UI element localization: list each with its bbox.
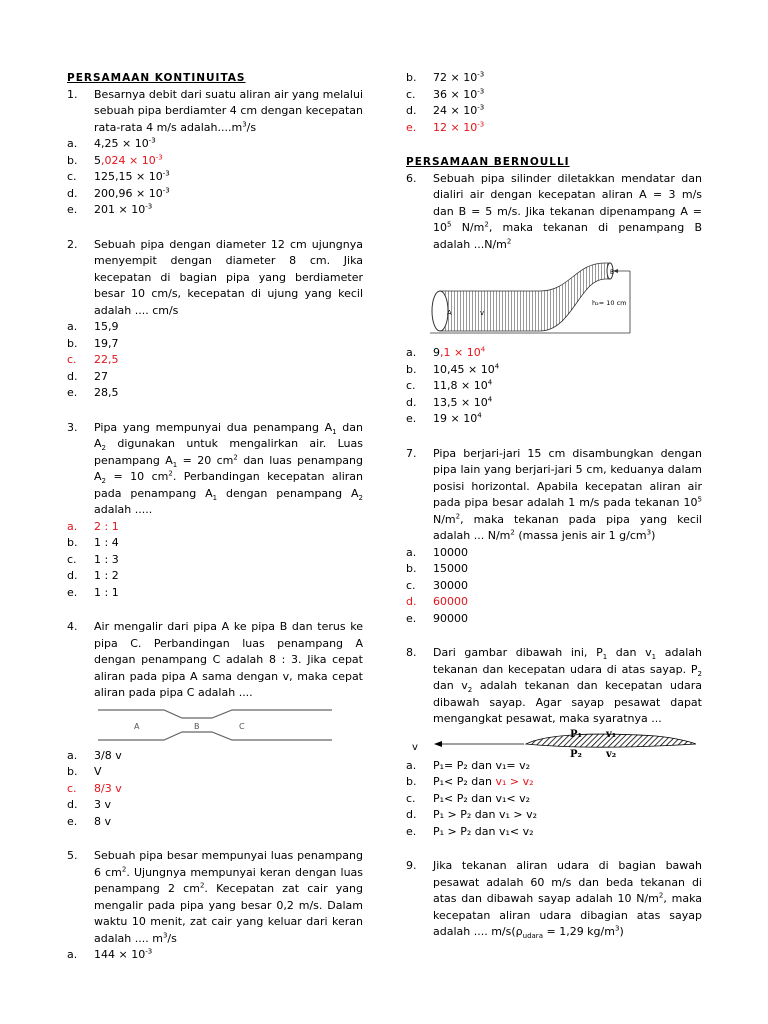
question-number: 8. <box>406 646 417 659</box>
label-a: A <box>134 721 140 731</box>
option-d[interactable]: d. P₁ > P₂ dan v₁ > v₂ <box>406 808 538 821</box>
option-a[interactable]: a. 2 : 1 <box>67 519 119 533</box>
question-text: Sebuah pipa dengan diameter 12 cm ujungnya menyempit dengan diameter 8 cm. Jika kecepatan di bagian pipa yang berdiameter besar 10 cm/s, kecepatan di ujung yang kecil adalah .... cm/s <box>94 237 363 317</box>
question-number: 2. <box>67 237 78 251</box>
question-number: 3. <box>67 420 78 434</box>
label-v: v <box>412 741 418 753</box>
option-c[interactable]: c. 8/3 v <box>67 781 122 795</box>
question-text: Pipa yang mempunyai dua penampang $A_1$ dan $A_2$ digunakan untuk mengalirkan air. Luas penampang $A_1 = 20$ $cm^2$ dan luas penampang $A_2 = 10$ $cm^2$. Perbandingan kecepatan aliran pada penampang $A_1$ dengan penampang $A_2$ adalah ..... <box>94 420 363 516</box>
option-d[interactable]: d. $24 \times 10^{-3}$ <box>406 103 485 117</box>
option-d[interactable]: d. 1 : 2 <box>67 569 119 582</box>
option-b[interactable]: b. $5,024 \times 10^{-3}$ <box>67 152 163 167</box>
label-v2: v₂ <box>606 748 617 758</box>
options-q3 <box>67 519 363 602</box>
question-text: Dari gambar dibawah ini, $P_1$ dan $v_1$ adalah tekanan dan kecepatan udara di atas sayap. $P_2$ dan $v_2$ adalah tekanan dan kecepatan udara dibawah sayap. Agar sayap pesawat dapat mengangkat pesawat, maka syaratnya ... <box>433 646 702 725</box>
option-e[interactable]: e. 8 v <box>67 814 112 828</box>
question-text: Air mengalir dari pipa A ke pipa B dan terus ke pipa C. Perbandingan luas penampang A dengan penampang C adalah 8 : 3. Jika cepat aliran pada pipa A sama dengan v, maka cepat aliran pada pipa C adalah .... <box>94 620 363 699</box>
label-v1: v₁ <box>606 728 617 740</box>
option-b[interactable]: b. V <box>67 765 102 778</box>
option-b[interactable]: b. 15000 <box>406 562 468 575</box>
options-q6 <box>406 345 702 428</box>
question-number: 6. <box>406 171 417 185</box>
option-a[interactable]: a. $9,1 \times 10^4$ <box>406 345 486 359</box>
option-c[interactable]: c. $11,8 \times 10^4$ <box>406 378 493 392</box>
option-c[interactable]: c. 30000 <box>406 578 468 592</box>
label-p2: P₂ <box>570 748 582 758</box>
option-e[interactable]: e. P₁ > P₂ dan v₁< v₂ <box>406 824 534 838</box>
label-c: C <box>239 721 245 731</box>
question-number: 7. <box>406 446 417 460</box>
label-b: B <box>194 721 200 731</box>
options-q8 <box>406 758 702 841</box>
option-e[interactable]: e. 1 : 1 <box>67 585 119 599</box>
question-5 <box>67 848 363 947</box>
question-4 <box>67 619 363 702</box>
options-q7 <box>406 545 702 628</box>
label-h: h₂= 10 cm <box>592 299 627 307</box>
option-b[interactable]: b. $10,45 \times 10^4$ <box>406 361 500 376</box>
option-c[interactable]: c. $125,15 \times 10^{-3}$ <box>67 169 170 183</box>
option-a[interactable]: a. P₁= P₂ dan v₁= v₂ <box>406 758 531 772</box>
option-d[interactable]: d. $13,5 \times 10^4$ <box>406 394 493 409</box>
section-heading-kontinuitas: PERSAMAAN KONTINUITAS <box>67 72 246 84</box>
question-9 <box>406 858 702 941</box>
option-c[interactable]: c. 22,5 <box>67 353 119 366</box>
options-q4 <box>67 748 363 831</box>
option-e[interactable]: e. 28,5 <box>67 386 119 399</box>
option-c[interactable]: c. 1 : 3 <box>67 552 119 566</box>
option-d[interactable]: d. 3 v <box>67 798 112 811</box>
question-text: Sebuah pipa silinder diletakkan mendatar dan dialiri air dengan kecepatan aliran A = 3 m/s dan B = 5 m/s. Jika tekanan dipenampang $A = 10^5$ $N/m^2$, maka tekanan di penampang B adalah $...N/m^2$ <box>433 171 702 251</box>
option-b[interactable]: b. 19,7 <box>67 336 119 350</box>
option-e[interactable]: e. $12 \times 10^{-3}$ <box>406 119 485 134</box>
label-a: A <box>447 309 452 317</box>
option-d[interactable]: d. 27 <box>67 369 108 383</box>
option-c[interactable]: c. $36 \times 10^{-3}$ <box>406 86 485 101</box>
option-b[interactable]: b. 1 : 4 <box>67 536 119 549</box>
option-b[interactable]: b. P₁< P₂ dan v₁ > v₂ <box>406 775 534 788</box>
question-6 <box>406 171 702 254</box>
label-v: v <box>480 309 485 317</box>
option-d[interactable]: d. 60000 <box>406 595 468 608</box>
question-2 <box>67 237 363 320</box>
options-q2 <box>67 319 363 402</box>
question-3 <box>67 420 363 519</box>
wing-figure <box>406 728 696 758</box>
label-p1: P₁ <box>570 728 582 740</box>
left-column <box>67 70 363 964</box>
option-a[interactable]: a. 10000 <box>406 545 468 559</box>
option-d[interactable]: d. $200,96 \times 10^{-3}$ <box>67 185 170 200</box>
question-text: Besarnya debit dari suatu aliran air yang melalui sebuah pipa berdiamter 4 cm dengan kecepatan rata-rata 4 m/s $adalah....m^3/s$ <box>94 87 363 134</box>
option-e[interactable]: e. 90000 <box>406 611 468 625</box>
question-number: 9. <box>406 859 417 872</box>
option-c[interactable]: c. P₁< P₂ dan v₁< v₂ <box>406 791 531 805</box>
question-number: 4. <box>67 620 78 633</box>
option-e[interactable]: e. $19 \times 10^4$ <box>406 411 482 425</box>
question-text: Jika tekanan aliran udara di bagian bawah pesawat adalah 60 m/s dan beda tekanan di atas dan dibawah sayap adalah 10 $N/m^2$, maka kecepatan aliran udara dibagian atas sayap adalah .... $m/s(\rho_{udara} = 1,29$ $kg/m^3$) <box>433 859 702 941</box>
section-heading-bernoulli: PERSAMAAN BERNOULLI <box>406 156 570 168</box>
option-e[interactable]: e. $201 \times 10^{-3}$ <box>67 202 153 216</box>
option-a[interactable]: a. 3/8 v <box>67 748 122 762</box>
question-8 <box>406 645 702 728</box>
question-number: 1. <box>67 87 78 101</box>
option-a[interactable]: a. $144 \times 10^{-3}$ <box>67 947 153 961</box>
option-a[interactable]: a. 15,9 <box>67 320 119 333</box>
question-7 <box>406 446 702 545</box>
pipe-abc-figure <box>94 702 334 748</box>
question-text: Pipa berjari-jari 15 cm disambungkan dengan pipa lain yang berjari-jari 5 cm, keduanya dalam posisi horizontal. Apabila kecepatan aliran air pada pipa besar adalah 1 m/s pada tekanan $10^5$ $N/m^2$, maka tekanan pada pipa yang kecil adalah ... $N/m^2$ (massa jenis air 1 $g/cm^3$) <box>433 446 702 542</box>
right-column <box>406 70 702 941</box>
options-q1 <box>67 136 363 219</box>
question-1 <box>67 87 363 137</box>
label-b: B <box>610 269 615 276</box>
question-number: 5. <box>67 849 78 862</box>
options-q5-continued <box>406 70 702 136</box>
options-q5 <box>67 947 363 964</box>
option-a[interactable]: a. $4,25 \times 10^{-3}$ <box>67 136 156 150</box>
question-text: Sebuah pipa besar mempunyai luas penampang 6 $cm^2$. Ujungnya mempunyai keran dengan luas penampang 2 $cm^2$. Kecepatan zat cair yang mengalir pada pipa yang besar 0,2 m/s. Dalam waktu 10 menit, zat cair yang keluar dari keran adalah .... $m^3/s$ <box>94 849 364 945</box>
option-b[interactable]: b. $72 \times 10^{-3}$ <box>406 70 485 84</box>
bernoulli-pipe-figure <box>430 253 640 345</box>
